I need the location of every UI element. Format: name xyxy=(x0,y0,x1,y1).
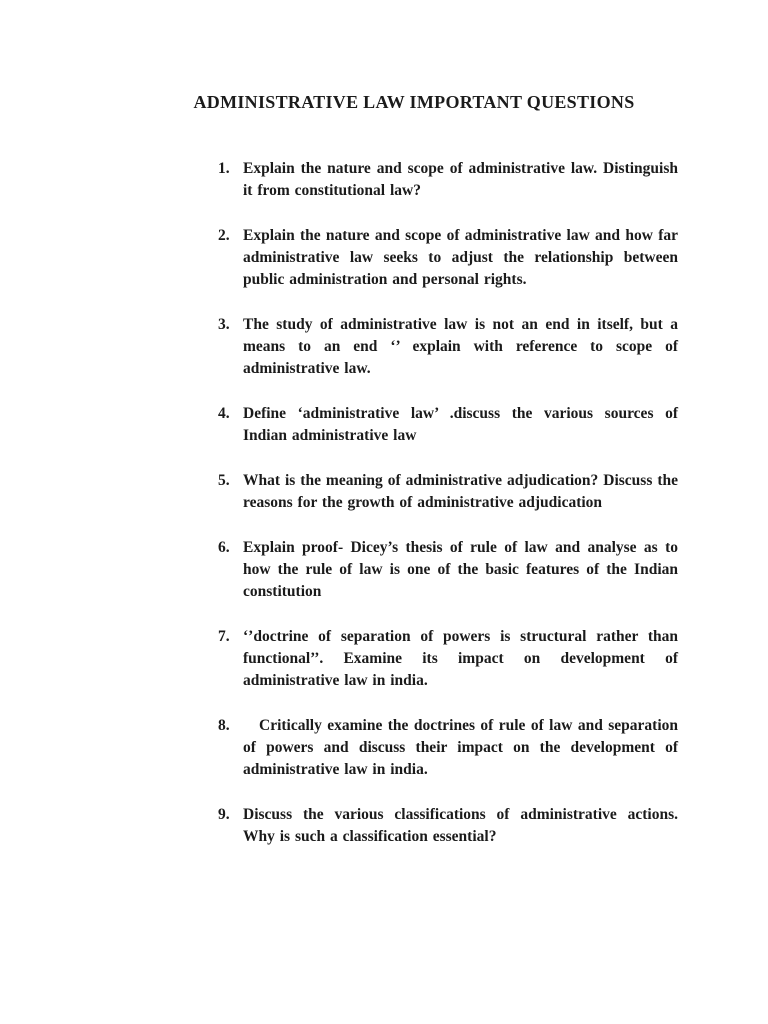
question-number: 1. xyxy=(218,160,230,177)
question-text: The study of administrative law is not an end in itself, but a means to an end ‘’ explain with reference to scope of administrative law. xyxy=(243,316,678,377)
question-text: Critically examine the doctrines of rule of law and separation of powers and discuss their impact on the development of administrative law in india. xyxy=(243,717,678,778)
question-list xyxy=(218,158,678,871)
page-title: ADMINISTRATIVE LAW IMPORTANT QUESTIONS xyxy=(193,92,635,112)
question-number: 7. xyxy=(218,628,230,645)
question-number: 5. xyxy=(218,472,230,489)
question-number: 4. xyxy=(218,405,230,422)
question-text: What is the meaning of administrative adjudication? Discuss the reasons for the growth of administrative adjudication xyxy=(243,472,678,511)
question-text: ‘’doctrine of separation of powers is structural rather than functional’’. Examine its impact on development of administrative law in india. xyxy=(243,628,678,689)
question-item xyxy=(218,715,678,781)
question-number: 9. xyxy=(218,806,230,823)
question-item xyxy=(218,537,678,603)
question-item xyxy=(218,626,678,692)
question-text: Explain proof- Dicey’s thesis of rule of law and analyse as to how the rule of law is one of the basic features of the Indian constitution xyxy=(243,539,678,600)
question-text: Define ‘administrative law’ .discuss the various sources of Indian administrative law xyxy=(243,405,678,444)
question-number: 2. xyxy=(218,227,230,244)
question-number: 8. xyxy=(218,717,230,734)
question-number: 3. xyxy=(218,316,230,333)
question-item xyxy=(218,314,678,380)
question-text: Explain the nature and scope of administrative law. Distinguish it from constitutional law? xyxy=(243,160,678,199)
question-number: 6. xyxy=(218,539,230,556)
question-item xyxy=(218,804,678,848)
question-item xyxy=(218,225,678,291)
question-text: Discuss the various classifications of administrative actions. Why is such a classification essential? xyxy=(243,806,678,845)
question-item xyxy=(218,470,678,514)
question-text: Explain the nature and scope of administrative law and how far administrative law seeks to adjust the relationship between public administration and personal rights. xyxy=(243,227,678,288)
question-item xyxy=(218,403,678,447)
question-item xyxy=(218,158,678,202)
